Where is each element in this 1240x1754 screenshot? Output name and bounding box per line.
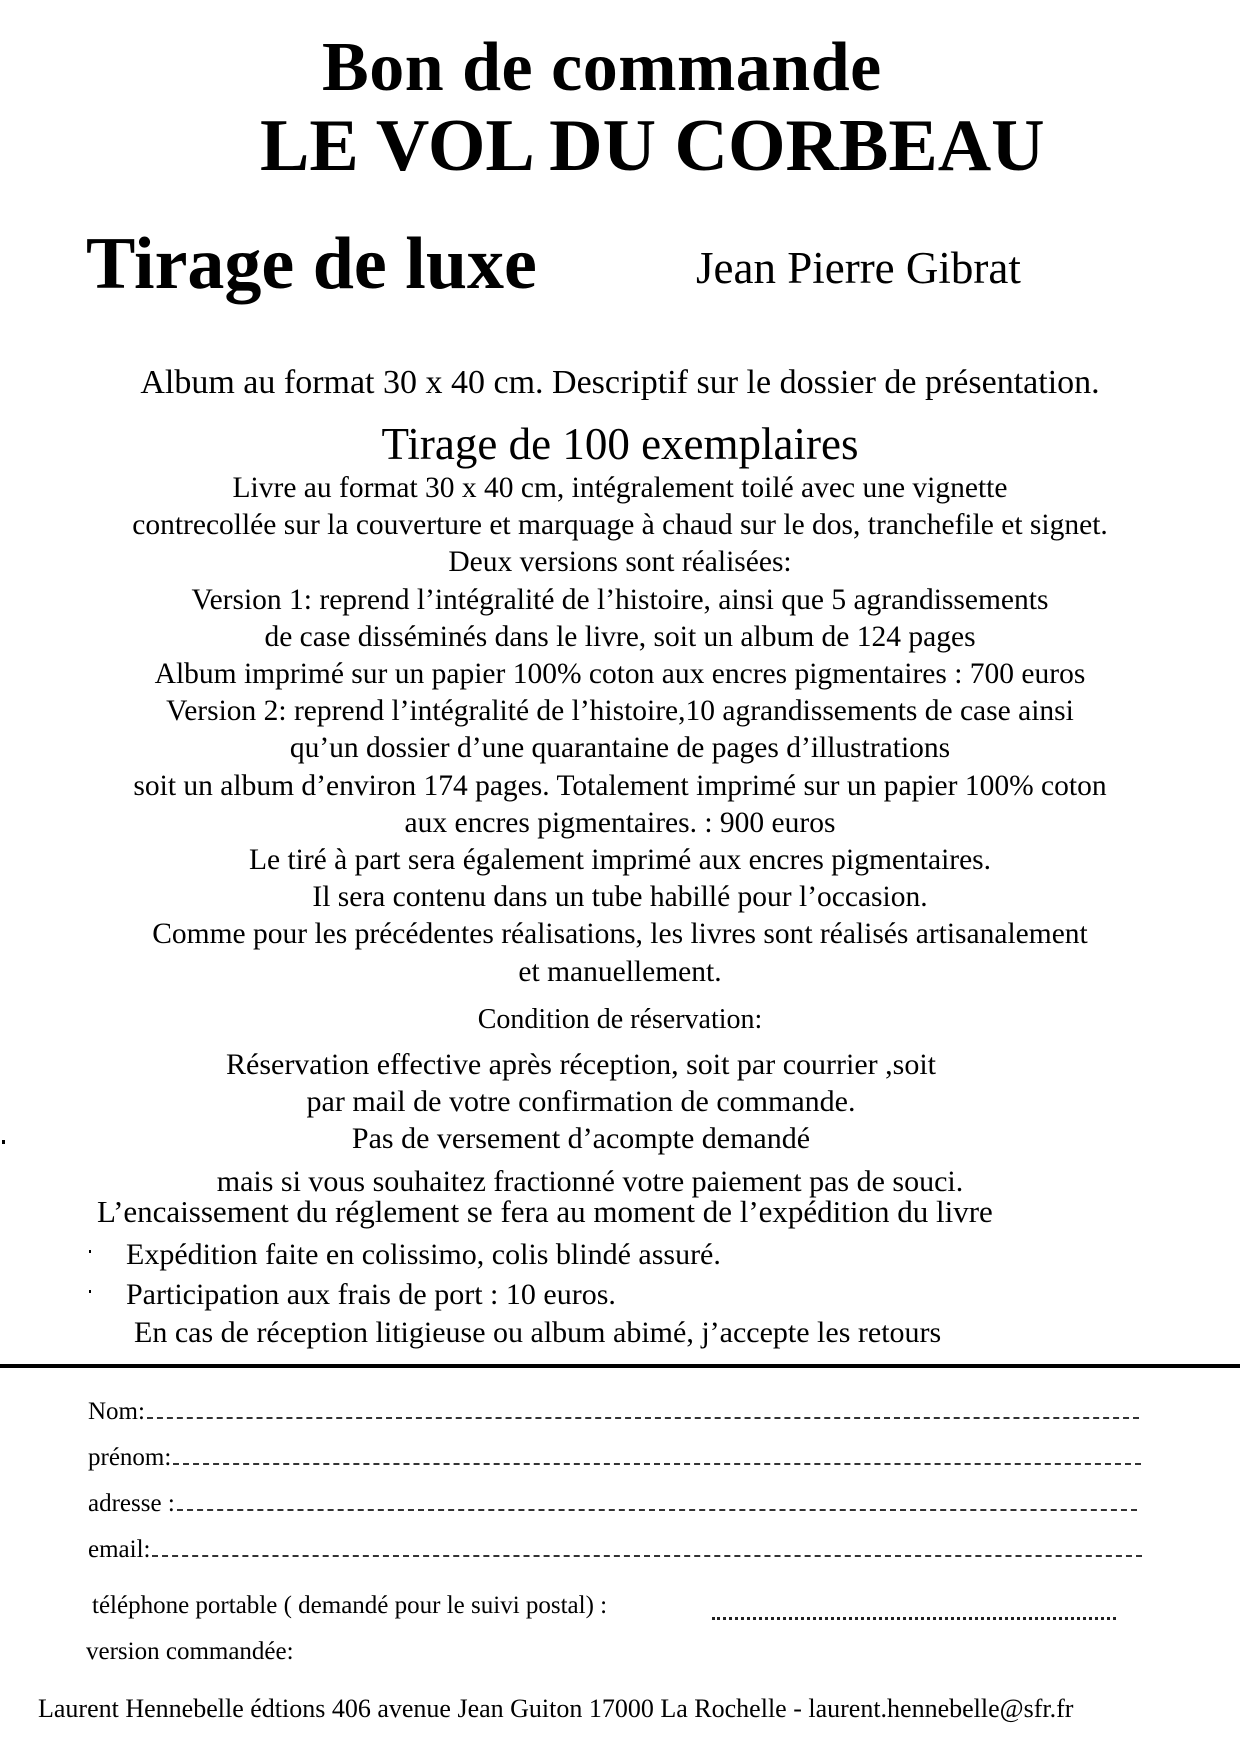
returns-line: En cas de réception litigieuse ou album abimé, j’accepte les retours (134, 1316, 942, 1349)
payment-line: mais si vous souhaitez fractionné votre paiement pas de souci. (216, 1165, 964, 1198)
encaissement-line: L’encaissement du réglement se fera au moment de l’expédition du livre (97, 1194, 993, 1229)
version-label: version commandée: (86, 1638, 294, 1665)
scan-mark (89, 1290, 91, 1293)
adresse-label: adresse : (88, 1490, 175, 1517)
email-label: email: (88, 1536, 151, 1563)
description-line: Le tiré à part sera également imprimé aux encres pigmentaires. (248, 844, 992, 877)
description-line: Version 2: reprend l’intégralité de l’histoire,10 agrandissements de case ainsi (166, 695, 1074, 728)
description-line: et manuellement. (518, 955, 722, 988)
nom-field[interactable] (88, 1398, 1139, 1426)
email-field[interactable] (88, 1536, 1142, 1564)
description-line: contrecollée sur la couverture et marquage à chaud sur le dos, tranchefile et signet. (132, 509, 1108, 542)
album-title: LE VOL DU CORBEAU (260, 105, 1045, 187)
shipping-line: Expédition faite en colissimo, colis blindé assuré. (126, 1238, 721, 1271)
description-line: qu’un dossier d’une quarantaine de pages d’illustrations (289, 732, 951, 765)
nom-label: Nom: (88, 1398, 145, 1425)
adresse-field[interactable] (88, 1490, 1137, 1518)
prenom-label: prénom: (88, 1444, 172, 1471)
prenom-field[interactable] (88, 1444, 1141, 1472)
conditions-block (186, 1046, 976, 1157)
description-line: soit un album d’environ 174 pages. Totalement imprimé sur un papier 100% coton (133, 769, 1107, 802)
edition-title: Tirage de luxe (86, 223, 537, 305)
description-line: Version 1: reprend l’intégralité de l’histoire, ainsi que 5 agrandissements (191, 583, 1049, 616)
footer-contact: Laurent Hennebelle édtions 406 avenue Jean Guiton 17000 La Rochelle - laurent.hennebelle@sfr.fr (38, 1694, 1074, 1723)
description-line: de case disséminés dans le livre, soit un album de 124 pages (264, 620, 976, 653)
prenom-input-line[interactable] (173, 1463, 1141, 1465)
scan-mark (89, 1250, 91, 1253)
email-input-line[interactable] (152, 1555, 1142, 1557)
format-line: Album au format 30 x 40 cm. Descriptif sur le dossier de présentation. (140, 364, 1100, 401)
description-block (0, 470, 1240, 991)
conditions-heading: Condition de réservation: (477, 1004, 763, 1035)
description-line: Il sera contenu dans un tube habillé pour l’occasion. (312, 881, 928, 914)
description-line: Album imprimé sur un papier 100% coton aux encres pigmentaires : 700 euros (154, 658, 1086, 691)
shipping-cost-line: Participation aux frais de port : 10 euros. (126, 1278, 616, 1311)
nom-input-line[interactable] (147, 1417, 1139, 1419)
phone-input-line[interactable] (712, 1617, 1116, 1620)
page-title: Bon de commande (322, 29, 882, 106)
phone-label: téléphone portable ( demandé pour le suivi postal) : (92, 1592, 608, 1619)
condition-line: Pas de versement d’acompte demandé (351, 1122, 811, 1155)
form-separator (0, 1364, 1240, 1368)
condition-line: par mail de votre confirmation de commande. (306, 1085, 856, 1118)
description-line: Comme pour les précédentes réalisations, les livres sont réalisés artisanalement (152, 918, 1088, 951)
condition-line: Réservation effective après réception, soit par courrier ,soit (226, 1048, 936, 1081)
description-line: Deux versions sont réalisées: (448, 546, 792, 579)
author-name: Jean Pierre Gibrat (696, 243, 1021, 293)
scan-mark (2, 1140, 5, 1144)
adresse-input-line[interactable] (177, 1509, 1137, 1511)
print-run-heading: Tirage de 100 exemplaires (381, 419, 859, 469)
description-line: Livre au format 30 x 40 cm, intégralement toilé avec une vignette (232, 472, 1008, 504)
description-line: aux encres pigmentaires. : 900 euros (404, 806, 836, 839)
